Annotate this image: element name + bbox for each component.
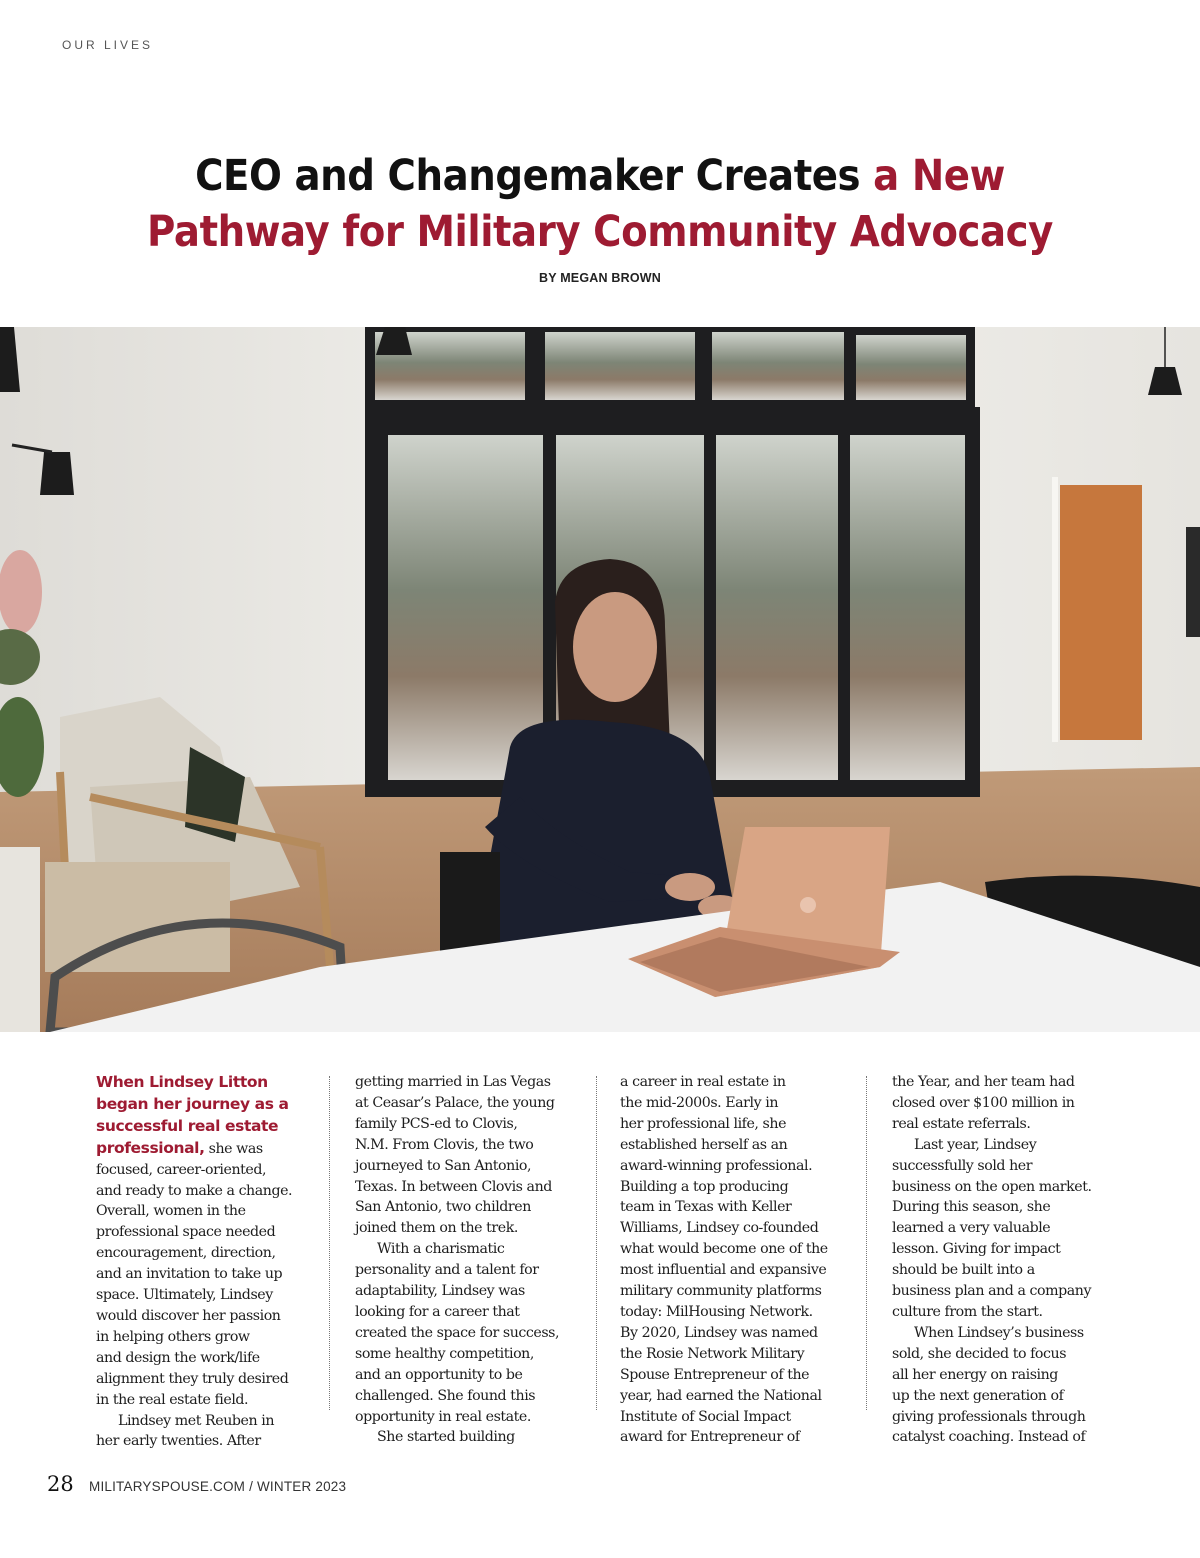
body-line: closed over $100 million in — [892, 1094, 1075, 1111]
body-line: adaptability, Lindsey was — [355, 1283, 525, 1300]
byline: BY MEGAN BROWN — [538, 271, 661, 285]
body-line: at Ceasar’s Palace, the young — [355, 1094, 555, 1111]
body-line: most influential and expansive — [620, 1262, 827, 1279]
headline — [60, 148, 1140, 260]
article-column-2 — [355, 1072, 565, 1448]
photo-transom-windows — [365, 327, 975, 407]
body-line: should be built into a — [892, 1262, 1035, 1279]
body-line: Texas. In between Clovis and — [355, 1178, 552, 1195]
body-line: culture from the start. — [892, 1303, 1043, 1320]
body-line: personality and a talent for — [355, 1262, 539, 1279]
body-line: up the next generation of — [892, 1387, 1064, 1404]
body-line: created the space for success, — [355, 1324, 560, 1341]
body-line: business plan and a company — [892, 1283, 1092, 1300]
headline-part-1: CEO and Changemaker Creates — [195, 151, 874, 201]
body-line: team in Texas with Keller — [620, 1199, 792, 1216]
body-line: professional space needed — [96, 1224, 276, 1241]
body-line: giving professionals through — [892, 1408, 1086, 1425]
body-line: getting married in Las Vegas — [355, 1074, 551, 1090]
body-line: award-winning professional. — [620, 1157, 813, 1174]
body-line: looking for a career that — [355, 1303, 520, 1320]
column-divider-3 — [866, 1076, 867, 1410]
body-line: lesson. Giving for impact — [892, 1241, 1061, 1258]
body-line: catalyst coaching. Instead of — [892, 1429, 1086, 1446]
body-line: Williams, Lindsey co-founded — [620, 1220, 819, 1237]
column-divider-2 — [596, 1076, 597, 1410]
body-line: family PCS-ed to Clovis, — [355, 1115, 518, 1132]
section-label: OUR LIVES — [62, 38, 154, 52]
body-line: today: MilHousing Network. — [620, 1303, 813, 1320]
body-line: When Lindsey’s business — [914, 1324, 1084, 1341]
headline-part-3: Pathway for Military Community Advocacy — [147, 207, 1053, 257]
column-divider-1 — [329, 1076, 330, 1410]
body-line: year, had earned the National — [620, 1387, 822, 1404]
body-line: By 2020, Lindsey was named — [620, 1324, 818, 1341]
body-line: in the real estate field. — [96, 1391, 249, 1408]
body-line: She started building — [377, 1429, 515, 1446]
body-line: the Year, and her team had — [892, 1074, 1075, 1090]
body-line: Lindsey met Reuben in — [118, 1412, 275, 1429]
body-line: journeyed to San Antonio, — [355, 1157, 532, 1174]
lead-in: When Lindsey Litton began her journey as a successful real estate professional, — [96, 1073, 289, 1157]
footer-publication: MILITARYSPOUSE.COM / WINTER 2023 — [89, 1479, 347, 1494]
body-line: the Rosie Network Military — [620, 1345, 805, 1362]
body-line: would discover her passion — [96, 1307, 281, 1324]
body-line: focused, career-oriented, — [96, 1161, 267, 1178]
body-line: opportunity in real estate. — [355, 1408, 531, 1425]
body-line: and an invitation to take up — [96, 1266, 283, 1283]
body-line: her early twenties. After — [96, 1433, 261, 1450]
photo-side-table — [45, 862, 230, 972]
hero-photo — [0, 327, 1200, 1032]
body-line: a career in real estate in — [620, 1074, 786, 1090]
body-line: N.M. From Clovis, the two — [355, 1136, 534, 1153]
body-line: award for Entrepreneur of — [620, 1429, 800, 1446]
body-line: sold, she decided to focus — [892, 1345, 1067, 1362]
body-line: Spouse Entrepreneur of the — [620, 1366, 810, 1383]
body-line: Overall, women in the — [96, 1203, 246, 1220]
page-number: 28 — [47, 1472, 74, 1496]
photo-door — [1060, 485, 1142, 740]
body-line: space. Ultimately, Lindsey — [96, 1287, 273, 1304]
body-line: encouragement, direction, — [96, 1245, 276, 1262]
body-line: all her energy on raising — [892, 1366, 1058, 1383]
body-line: and design the work/life — [96, 1349, 260, 1366]
body-line: With a charismatic — [377, 1241, 505, 1258]
body-line: real estate referrals. — [892, 1115, 1031, 1132]
body-line: successfully sold her — [892, 1157, 1033, 1174]
headline-part-2: a New — [873, 151, 1005, 201]
body-line: challenged. She found this — [355, 1387, 536, 1404]
body-line: military community platforms — [620, 1283, 822, 1300]
body-line: she was — [204, 1140, 263, 1157]
body-line: and ready to make a change. — [96, 1182, 293, 1199]
body-line: and an opportunity to be — [355, 1366, 523, 1383]
article-column-1 — [96, 1072, 306, 1452]
body-line: her professional life, she — [620, 1115, 787, 1132]
body-line: the mid-2000s. Early in — [620, 1094, 779, 1111]
body-line: business on the open market. — [892, 1178, 1092, 1195]
body-line: Building a top producing — [620, 1178, 789, 1195]
body-line: Last year, Lindsey — [914, 1136, 1037, 1153]
body-line: some healthy competition, — [355, 1345, 534, 1362]
body-line: what would become one of the — [620, 1241, 828, 1258]
article-column-3 — [620, 1072, 830, 1448]
article-column-4 — [892, 1072, 1102, 1448]
body-line: joined them on the trek. — [355, 1220, 518, 1237]
body-line: in helping others grow — [96, 1328, 250, 1345]
body-line: During this season, she — [892, 1199, 1051, 1216]
body-line: learned a very valuable — [892, 1220, 1051, 1237]
body-line: established herself as an — [620, 1136, 788, 1153]
body-line: Institute of Social Impact — [620, 1408, 791, 1425]
body-line: alignment they truly desired — [96, 1370, 289, 1387]
body-line: San Antonio, two children — [355, 1199, 531, 1216]
